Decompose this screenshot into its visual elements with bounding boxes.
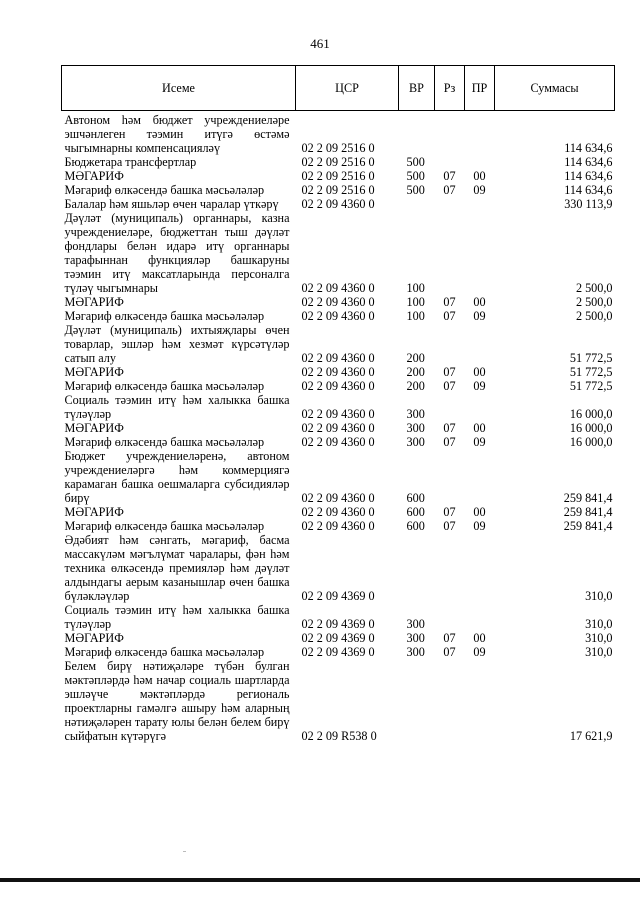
cell-rz: 07: [443, 519, 456, 533]
table-row: [62, 603, 615, 631]
cell-pr: [465, 393, 495, 421]
table-row: [62, 435, 615, 449]
cell-pr: 09: [473, 379, 486, 393]
cell-rz: [435, 449, 465, 505]
header-row: [62, 66, 615, 111]
table-row: [62, 449, 615, 505]
cell-csr: 02 2 09 2516 0: [301, 155, 375, 169]
cell-name: Белем бирү нәтиҗәләре түбән булган мәктәпләрдә һәм начар социаль шартларда эшләүче мәктәпләрдә региональ проектларны гамәлгә ашыру һәм аларның нәтиҗәләрен тарату юлы белән белем бирү сыйфатын күтәрүгә: [64, 659, 290, 743]
cell-amount: 2 500,0: [575, 281, 613, 295]
cell-amount: 16 000,0: [569, 435, 613, 449]
cell-amount: 259 841,4: [563, 505, 613, 519]
cell-name: Мәгариф өлкәсендә башка мәсьәләләр: [64, 519, 265, 533]
cell-csr: 02 2 09 4360 0: [301, 505, 375, 519]
cell-csr: 02 2 09 4360 0: [301, 379, 375, 393]
cell-amount: 2 500,0: [575, 309, 613, 323]
table-row: [62, 421, 615, 435]
cell-csr: 02 2 09 4360 0: [301, 519, 375, 533]
cell-amount: 259 841,4: [563, 491, 613, 505]
table-row: [62, 169, 615, 183]
cell-amount: 114 634,6: [564, 183, 613, 197]
table-row: [62, 519, 615, 533]
cell-csr: 02 2 09 4369 0: [301, 631, 375, 645]
header-rz: Рз: [435, 66, 465, 111]
cell-rz: [435, 323, 465, 365]
table-row: [62, 197, 615, 211]
header-vr: ВР: [399, 66, 435, 111]
cell-csr: 02 2 09 4369 0: [301, 617, 375, 631]
page-bottom-rule: [0, 878, 640, 882]
cell-vr: [399, 197, 435, 211]
cell-pr: [465, 197, 495, 211]
cell-rz: [435, 211, 465, 295]
cell-csr: 02 2 09 2516 0: [301, 183, 375, 197]
cell-rz: [435, 659, 465, 743]
cell-pr: [465, 603, 495, 631]
cell-pr: 00: [473, 631, 486, 645]
cell-vr: 200: [406, 351, 425, 365]
budget-table: [61, 65, 615, 743]
table-row: [62, 379, 615, 393]
cell-name: Балалар һәм яшьләр өчен чаралар үткәрү: [64, 197, 279, 211]
cell-pr: 09: [473, 645, 486, 659]
cell-amount: 51 772,5: [569, 365, 613, 379]
cell-name: Автоном һәм бюджет учреждениеләре эшчәнлеген тәэмин итүгә өстәмә чыгымнарны компенсацияләү: [64, 113, 290, 155]
cell-pr: [465, 659, 495, 743]
cell-name: МӘГАРИФ: [64, 505, 124, 519]
cell-rz: 07: [443, 379, 456, 393]
cell-rz: [435, 393, 465, 421]
cell-name: Бюджет учреждениеләренә, автоном учреждениеләргә һәм коммерциягә карамаган башка оешмаларга субсидияләр бирү: [64, 449, 290, 505]
cell-csr: 02 2 09 2516 0: [301, 169, 375, 183]
cell-csr: 02 2 09 4360 0: [301, 407, 375, 421]
cell-name: Мәгариф өлкәсендә башка мәсьәләләр: [64, 435, 265, 449]
cell-pr: 00: [473, 421, 486, 435]
cell-pr: 00: [473, 169, 486, 183]
table-row: [62, 323, 615, 365]
table-row: [62, 365, 615, 379]
table-row: [62, 111, 615, 156]
cell-csr: 02 2 09 4369 0: [301, 645, 375, 659]
cell-rz: 07: [443, 309, 456, 323]
cell-rz: [435, 603, 465, 631]
cell-csr: 02 2 09 4360 0: [301, 295, 375, 309]
cell-amount: 114 634,6: [564, 141, 613, 155]
cell-rz: 07: [443, 645, 456, 659]
cell-pr: 00: [473, 365, 486, 379]
cell-amount: 17 621,9: [569, 729, 613, 743]
cell-vr: 500: [406, 183, 425, 197]
header-amount: Суммасы: [495, 66, 615, 111]
table-body: [62, 111, 615, 744]
cell-vr: 200: [406, 365, 425, 379]
cell-pr: 09: [473, 519, 486, 533]
cell-amount: 51 772,5: [569, 351, 613, 365]
cell-vr: 300: [406, 631, 425, 645]
cell-pr: 09: [473, 183, 486, 197]
cell-vr: [399, 533, 435, 603]
cell-rz: [435, 197, 465, 211]
cell-vr: 300: [406, 645, 425, 659]
page-number: 461: [310, 36, 330, 51]
cell-amount: 114 634,6: [564, 169, 613, 183]
cell-rz: [435, 155, 465, 169]
cell-name: МӘГАРИФ: [64, 365, 124, 379]
table-header: [62, 66, 615, 111]
cell-name: МӘГАРИФ: [64, 631, 124, 645]
table-row: [62, 645, 615, 659]
cell-csr: 02 2 09 4360 0: [301, 421, 375, 435]
cell-pr: 09: [473, 309, 486, 323]
cell-amount: 16 000,0: [569, 421, 613, 435]
cell-rz: 07: [443, 295, 456, 309]
cell-vr: 300: [406, 407, 425, 421]
cell-vr: 600: [406, 505, 425, 519]
cell-vr: 100: [406, 309, 425, 323]
cell-vr: 600: [406, 491, 425, 505]
cell-csr: 02 2 09 4360 0: [301, 197, 375, 211]
cell-csr: 02 2 09 2516 0: [301, 141, 375, 155]
cell-csr: 02 2 09 4360 0: [301, 309, 375, 323]
cell-csr: 02 2 09 4360 0: [301, 281, 375, 295]
cell-pr: [465, 111, 495, 156]
cell-amount: 16 000,0: [569, 407, 613, 421]
cell-csr: 02 2 09 R538 0: [301, 729, 377, 743]
cell-rz: 07: [443, 169, 456, 183]
table-row: [62, 309, 615, 323]
cell-rz: 07: [443, 421, 456, 435]
cell-amount: 114 634,6: [564, 155, 613, 169]
cell-vr: 500: [406, 169, 425, 183]
cell-amount: 310,0: [585, 645, 613, 659]
cell-vr: 200: [406, 379, 425, 393]
header-csr: ЦСР: [296, 66, 399, 111]
cell-csr: 02 2 09 4360 0: [301, 365, 375, 379]
cell-pr: 00: [473, 295, 486, 309]
cell-vr: 100: [406, 281, 425, 295]
cell-name: Мәгариф өлкәсендә башка мәсьәләләр: [64, 645, 265, 659]
table-row: [62, 183, 615, 197]
header-pr: ПР: [465, 66, 495, 111]
cell-pr: [465, 323, 495, 365]
cell-amount: 2 500,0: [575, 295, 613, 309]
cell-rz: 07: [443, 365, 456, 379]
cell-pr: [465, 533, 495, 603]
scan-mark: [183, 851, 186, 852]
cell-amount: 310,0: [585, 631, 613, 645]
cell-name: МӘГАРИФ: [64, 295, 124, 309]
cell-name: Әдәбият һәм сәнгать, мәгариф, басма массакүләм мәгълүмат чаралары, фән һәм техника өлкәсендә премияләр һәм дәүләт алдындагы аерым казанышлар өчен башка бүләкләүләр: [64, 533, 290, 603]
cell-pr: [465, 449, 495, 505]
table-row: [62, 211, 615, 295]
cell-vr: [399, 111, 435, 156]
table-row: [62, 533, 615, 603]
table-row: [62, 505, 615, 519]
cell-name: МӘГАРИФ: [64, 421, 124, 435]
cell-rz: 07: [443, 435, 456, 449]
cell-amount: 51 772,5: [569, 379, 613, 393]
cell-vr: 300: [406, 421, 425, 435]
cell-vr: 300: [406, 435, 425, 449]
cell-csr: 02 2 09 4360 0: [301, 491, 375, 505]
cell-name: МӘГАРИФ: [64, 169, 124, 183]
cell-amount: 330 113,9: [564, 197, 613, 211]
cell-name: Дәүләт (муниципаль) ихтыяҗлары өчен товарлар, эшләр һәм хезмәт күрсәтүләр сатып алу: [64, 323, 290, 365]
cell-vr: 600: [406, 519, 425, 533]
table-row: [62, 659, 615, 743]
cell-csr: 02 2 09 4369 0: [301, 589, 375, 603]
header-name: Исеме: [62, 66, 296, 111]
cell-amount: 259 841,4: [563, 519, 613, 533]
cell-vr: 300: [406, 617, 425, 631]
cell-name: Бюджетара трансфертлар: [64, 155, 197, 169]
cell-name: Социаль тәэмин итү һәм халыкка башка түләүләр: [64, 393, 290, 421]
table-row: [62, 393, 615, 421]
cell-name: Мәгариф өлкәсендә башка мәсьәләләр: [64, 183, 265, 197]
cell-csr: 02 2 09 4360 0: [301, 435, 375, 449]
cell-amount: 310,0: [585, 589, 613, 603]
cell-name: Мәгариф өлкәсендә башка мәсьәләләр: [64, 379, 265, 393]
table-row: [62, 295, 615, 309]
cell-pr: [465, 155, 495, 169]
cell-csr: 02 2 09 4360 0: [301, 351, 375, 365]
table-row: [62, 631, 615, 645]
cell-amount: 310,0: [585, 617, 613, 631]
cell-rz: [435, 111, 465, 156]
cell-name: Дәүләт (муниципаль) органнары, казна учреждениеләре, бюджеттан тыш дәүләт фондлары белән идарә итү органнары тарафыннан функцияләр башкаруны тәэмин итү максатларында персоналга түләү чыгымнары: [64, 211, 290, 295]
cell-rz: 07: [443, 631, 456, 645]
cell-vr: [399, 659, 435, 743]
cell-rz: 07: [443, 505, 456, 519]
cell-rz: [435, 533, 465, 603]
cell-name: Мәгариф өлкәсендә башка мәсьәләләр: [64, 309, 265, 323]
cell-name: Социаль тәэмин итү һәм халыкка башка түләүләр: [64, 603, 290, 631]
cell-rz: 07: [443, 183, 456, 197]
cell-pr: 09: [473, 435, 486, 449]
cell-vr: 500: [406, 155, 425, 169]
cell-pr: [465, 211, 495, 295]
table-row: [62, 155, 615, 169]
cell-pr: 00: [473, 505, 486, 519]
cell-vr: 100: [406, 295, 425, 309]
